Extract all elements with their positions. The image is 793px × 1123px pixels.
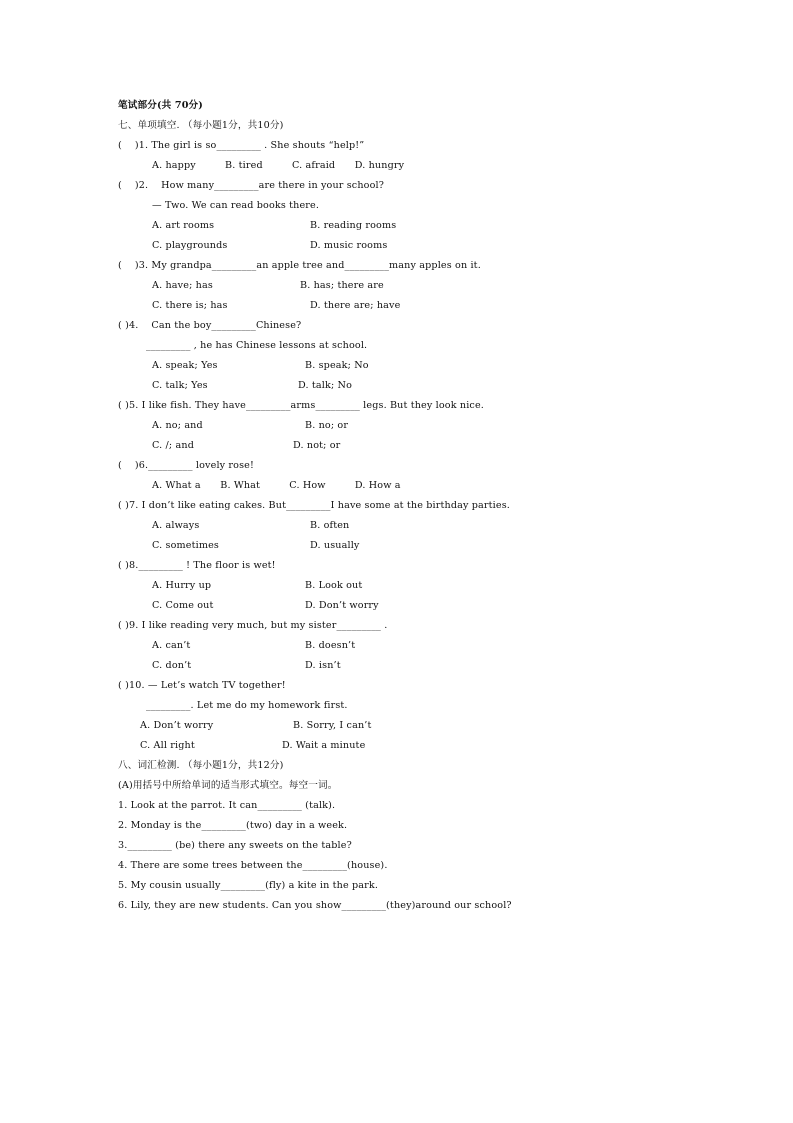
question-2-option-c: C. playgrounds — [152, 240, 228, 251]
question-5-option-a: A. no; and — [152, 420, 203, 431]
section-8-heading: 八、词汇检测. （每小题1分，共12分) — [118, 760, 284, 771]
question-3-option-d: D. there are; have — [310, 300, 401, 311]
question-5-option-b: B. no; or — [305, 420, 349, 431]
vocab-item-5: 5. My cousin usually_________(fly) a kite in the park. — [118, 880, 379, 891]
question-3-option-c: C. there is; has — [152, 300, 228, 311]
question-8-option-d: D. Don’t worry — [305, 600, 379, 611]
question-4-option-c: C. talk; Yes — [152, 380, 208, 391]
question-9-option-a: A. can’t — [152, 640, 191, 651]
question-10-option-d: D. Wait a minute — [282, 740, 366, 751]
vocab-item-1: 1. Look at the parrot. It can_________ (talk). — [118, 800, 336, 811]
question-3-stem: ( )3. My grandpa_________an apple tree and_________many apples on it. — [118, 260, 481, 271]
question-10-option-c: C. All right — [140, 740, 195, 751]
question-4-option-a: A. speak; Yes — [152, 360, 218, 371]
vocab-item-6: 6. Lily, they are new students. Can you show_________(they)around our school? — [118, 900, 512, 911]
vocab-item-2: 2. Monday is the_________(two) day in a week. — [118, 820, 348, 831]
question-8-option-a: A. Hurry up — [152, 580, 212, 591]
section-7-heading: 七、单项填空. （每小题1分，共10分) — [118, 120, 284, 131]
question-4-response: _________ , he has Chinese lessons at school. — [146, 340, 368, 351]
question-7-option-d: D. usually — [310, 540, 360, 551]
question-3-option-a: A. have; has — [152, 280, 213, 291]
question-10-stem: ( )10. — Let’s watch TV together! — [118, 680, 286, 691]
written-part-header: 笔试部分(共 70分) — [118, 100, 203, 111]
question-2-option-a: A. art rooms — [152, 220, 215, 231]
question-5-option-c: C. /; and — [152, 440, 195, 451]
question-10-option-b: B. Sorry, I can’t — [293, 720, 372, 731]
question-9-option-b: B. doesn’t — [305, 640, 356, 651]
question-8-option-c: C. Come out — [152, 600, 214, 611]
vocab-item-3: 3._________ (be) there any sweets on the table? — [118, 840, 352, 851]
question-3-option-b: B. has; there are — [300, 280, 384, 291]
question-1-stem: ( )1. The girl is so_________ . She shouts “help!” — [118, 140, 365, 151]
question-7-option-c: C. sometimes — [152, 540, 219, 551]
vocab-item-4: 4. There are some trees between the_________(house). — [118, 860, 388, 871]
question-2-dialogue: — Two. We can read books there. — [152, 200, 320, 211]
question-9-option-c: C. don’t — [152, 660, 192, 671]
question-4-option-d: D. talk; No — [298, 380, 353, 391]
question-6-stem: ( )6._________ lovely rose! — [118, 460, 255, 471]
question-5-option-d: D. not; or — [293, 440, 341, 451]
section-8-subsection-a: (A)用括号中所给单词的适当形式填空。每空一词。 — [118, 780, 338, 791]
question-2-option-d: D. music rooms — [310, 240, 388, 251]
question-4-option-b: B. speak; No — [305, 360, 369, 371]
question-9-stem: ( )9. I like reading very much, but my sister_________ . — [118, 620, 388, 631]
question-4-stem: ( )4. Can the boy_________Chinese? — [118, 320, 302, 331]
question-1-options: A. happy B. tired C. afraid D. hungry — [152, 160, 405, 171]
question-5-stem: ( )5. I like fish. They have_________arms_________ legs. But they look nice. — [118, 400, 484, 411]
question-7-stem: ( )7. I don’t like eating cakes. But_________I have some at the birthday parties. — [118, 500, 510, 511]
question-8-stem: ( )8._________ ! The floor is wet! — [118, 560, 276, 571]
question-2-option-b: B. reading rooms — [310, 220, 397, 231]
question-10-response: _________. Let me do my homework first. — [146, 700, 348, 711]
question-2-stem: ( )2. How many_________are there in your school? — [118, 180, 385, 191]
question-7-option-a: A. always — [152, 520, 200, 531]
question-10-option-a: A. Don’t worry — [140, 720, 214, 731]
question-7-option-b: B. often — [310, 520, 350, 531]
question-8-option-b: B. Look out — [305, 580, 363, 591]
question-6-options: A. What a B. What C. How D. How a — [152, 480, 401, 491]
question-9-option-d: D. isn’t — [305, 660, 341, 671]
